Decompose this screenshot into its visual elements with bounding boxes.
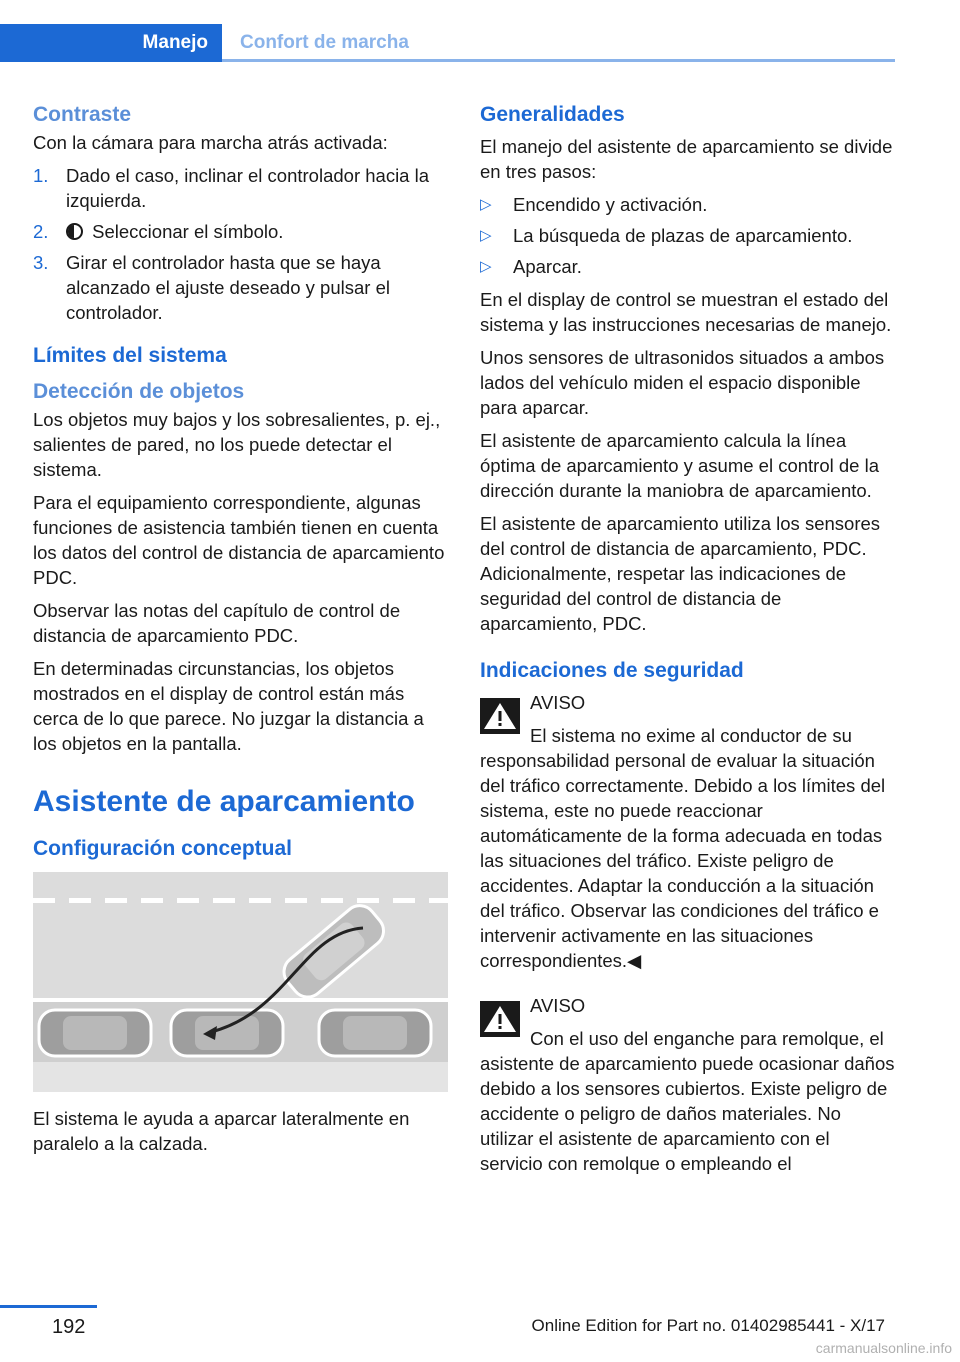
section-title: Asistente de aparcamiento	[33, 785, 415, 818]
detection-paragraph: En determinadas circunstancias, los objetos mostrados en el display de control están más cerca de lo que parece. No juzgar la distancia a los objetos en la pantalla.	[33, 658, 424, 754]
contrast-symbol-icon	[66, 223, 83, 240]
bullet-item	[480, 192, 895, 217]
detection-paragraph: Para el equipamiento correspondiente, algunas funciones de asistencia también tienen en cuenta los datos del control de distancia de aparcamiento PDC.	[33, 492, 445, 588]
step-text: Dado el caso, inclinar el controlador hacia la izquierda.	[66, 165, 430, 211]
left-column	[33, 100, 448, 1164]
header-tab-manejo[interactable]: Manejo	[142, 32, 208, 53]
bullet-text: Encendido y activación.	[513, 194, 708, 215]
warning-label: AVISO	[530, 995, 586, 1016]
bullet-triangle-icon: ▷	[480, 227, 492, 244]
detection-heading: Detección de objetos	[33, 380, 245, 403]
edition-text: Online Edition for Part no. 01402985441 - X/17	[531, 1316, 885, 1335]
figure-caption: El sistema le ayuda a aparcar lateralmente en paralelo a la calzada.	[33, 1108, 410, 1154]
limits-heading: Límites del sistema	[33, 344, 227, 367]
detection-paragraph: Observar las notas del capítulo de control de distancia de aparcamiento PDC.	[33, 600, 401, 646]
steps-bullets	[480, 192, 895, 279]
header-tab-confort[interactable]: Confort de marcha	[240, 32, 409, 53]
warning-text: Con el uso del enganche para remolque, el asistente de aparcamiento puede ocasionar daños debido a los sensores cubiertos. Existe peligro de accidente o peligro de daños materiales. No utilizar el asistente de aparcamiento con el servicio con remolque o empleando el	[480, 1028, 895, 1174]
warning-block	[480, 690, 895, 973]
warning-label: AVISO	[530, 692, 586, 713]
bullet-item	[480, 223, 895, 248]
step-item	[33, 250, 448, 325]
contrast-heading: Contraste	[33, 103, 132, 126]
bullet-triangle-icon: ▷	[480, 258, 492, 275]
page-header	[0, 24, 895, 62]
bullet-text: La búsqueda de plazas de aparcamiento.	[513, 225, 853, 246]
right-column	[480, 100, 895, 1184]
footer-rule	[0, 1305, 97, 1308]
step-item	[33, 219, 448, 244]
parking-illustration	[33, 872, 448, 1092]
step-text: Seleccionar el símbolo.	[92, 221, 284, 242]
warning-triangle-icon	[480, 698, 520, 734]
watermark: carmanualsonline.info	[815, 1340, 952, 1356]
page-number: 192	[52, 1316, 86, 1338]
step-number: 1.	[33, 165, 49, 186]
contrast-intro: Con la cámara para marcha atrás activada:	[33, 132, 388, 153]
warning-block	[480, 993, 895, 1176]
step-item	[33, 163, 448, 213]
general-intro: El manejo del asistente de aparcamiento se divide en tres pasos:	[480, 136, 893, 182]
step-text: Girar el controlador hasta que se haya alcanzado el ajuste deseado y pulsar el controlador.	[66, 252, 390, 323]
parked-car-right	[319, 1010, 431, 1056]
header-rule	[222, 59, 895, 62]
general-paragraph: El asistente de aparcamiento utiliza los sensores del control de distancia de aparcamiento, PDC. Adicionalmente, respetar las indicaciones de seguridad del control de distancia de aparcamiento, PDC.	[480, 513, 881, 634]
contrast-steps	[33, 163, 448, 325]
warning-text: El sistema no exime al conductor de su responsabilidad personal de evaluar la situación del tráfico correctamente. Debido a los límites del sistema, este no puede reaccionar automáticamente de la forma adecuada en todas las situaciones del tráfico. Existe peligro de accidentes. Adaptar la conducción a la situación del tráfico. Observar las condiciones del tráfico e intervenir activamente en las situaciones correspondientes.◀	[480, 725, 886, 971]
bullet-triangle-icon: ▷	[480, 196, 492, 213]
sidewalk	[33, 1062, 448, 1092]
bullet-text: Aparcar.	[513, 256, 582, 277]
general-paragraph: Unos sensores de ultrasonidos situados a ambos lados del vehículo miden el espacio disponible para aparcar.	[480, 347, 885, 418]
concept-heading: Configuración conceptual	[33, 837, 293, 860]
general-paragraph: El asistente de aparcamiento calcula la línea óptima de aparcamiento y asume el control de la dirección durante la maniobra de aparcamiento.	[480, 430, 879, 501]
bullet-item	[480, 254, 895, 279]
step-number: 3.	[33, 252, 49, 273]
general-paragraph: En el display de control se muestran el estado del sistema y las instrucciones necesarias de manejo.	[480, 289, 892, 335]
detection-paragraph: Los objetos muy bajos y los sobresalientes, p. ej., salientes de pared, no los puede detectar el sistema.	[33, 409, 441, 480]
safety-heading: Indicaciones de seguridad	[480, 659, 744, 682]
parked-car-left	[39, 1010, 151, 1056]
step-number: 2.	[33, 221, 49, 242]
target-car	[171, 1010, 283, 1056]
warning-triangle-icon	[480, 1001, 520, 1037]
general-heading: Generalidades	[480, 103, 625, 126]
curb-line	[33, 998, 448, 1002]
